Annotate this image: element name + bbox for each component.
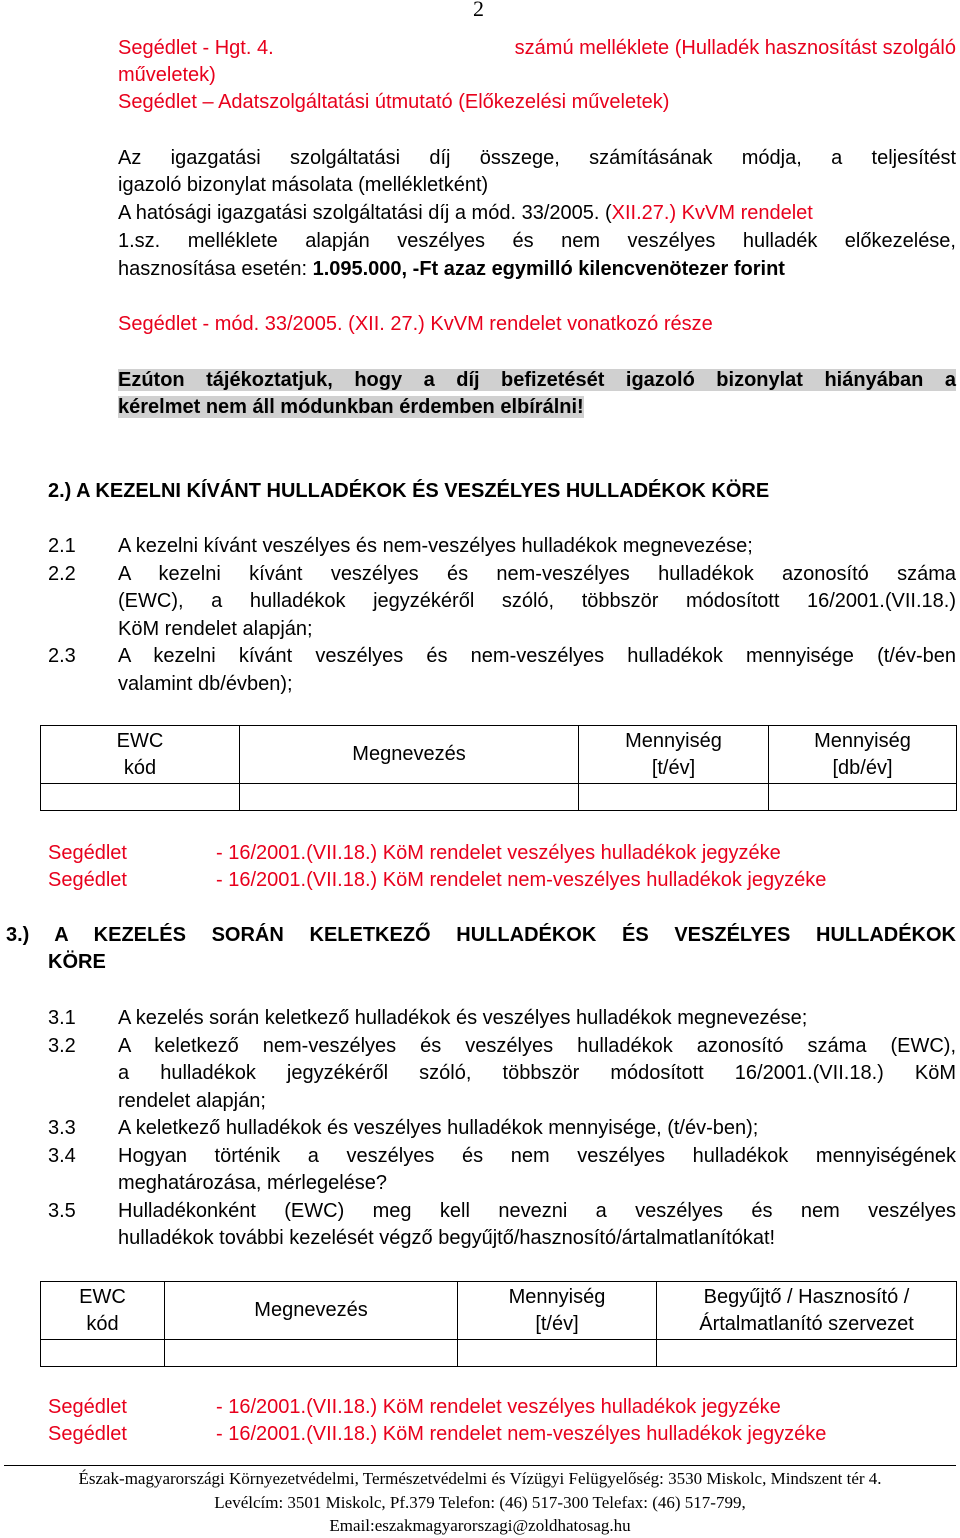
segedlet-ref-text[interactable]: - 16/2001.(VII.18.) KöM rendelet veszélyes hulladékok jegyzéke [216,1396,781,1418]
table-header-ewc: EWC kód [41,1282,165,1340]
item-text: A kezelés során keletkező hulladékok és veszélyes hulladékok megnevezése; [118,1007,808,1029]
segedlet-ref-label[interactable]: Segédlet [48,869,127,891]
segedlet-ref-text[interactable]: - 16/2001.(VII.18.) KöM rendelet nem-veszélyes hulladékok jegyzéke [216,869,827,891]
table-cell[interactable] [769,784,957,811]
item-number: 2.3 [48,645,76,667]
table-header-mennyiseg-db: Mennyiség [db/év] [769,726,957,784]
table-cell[interactable] [41,784,240,811]
item-text: meghatározása, mérlegelése? [118,1172,388,1194]
table-header-begyujto: Begyűjtő / Hasznosító / Ártalmatlanító szervezet [657,1282,957,1340]
item-number: 2.1 [48,535,76,557]
table-cell[interactable] [579,784,769,811]
table-row [41,784,957,811]
table-header-ewc: EWC kód [41,726,240,784]
fee-line3-text: A hatósági igazgatási szolgáltatási díj a mód. 33/2005. ( [118,202,612,224]
waste-table-2 [40,725,957,811]
table-cell[interactable] [657,1340,957,1367]
fee-line2: igazoló bizonylat másolata (mellékletként) [118,174,489,196]
table-header-megnevezes: Megnevezés [240,726,579,784]
item-text: a hulladékok jegyzékéről szóló, többször módosított 16/2001.(VII.18.) KöM [118,1062,956,1084]
fee-line5-text: hasznosítása esetén: [118,258,313,280]
footer-contact: Levélcím: 3501 Miskolc, Pf.379 Telefon: (46) 517-300 Telefax: (46) 517-799, [214,1493,746,1512]
table-header-mennyiseg-t: Mennyiség [t/év] [458,1282,657,1340]
item-text: A keletkező nem-veszélyes és veszélyes hulladékok azonosító száma (EWC), [118,1035,956,1057]
header-line1-right: számú melléklete (Hulladék hasznosítást szolgáló [514,37,956,59]
item-text: (EWC), a hulladékok jegyzékéről szóló, többször módosított 16/2001.(VII.18.) [118,590,956,612]
segedlet-ref-text[interactable]: - 16/2001.(VII.18.) KöM rendelet veszélyes hulladékok jegyzéke [216,842,781,864]
section2-title: 2.) A KEZELNI KÍVÁNT HULLADÉKOK ÉS VESZÉLYES HULLADÉKOK KÖRE [48,480,770,502]
table-header-mennyiseg-t: Mennyiség [t/év] [579,726,769,784]
table-cell[interactable] [165,1340,458,1367]
fee-line3 [118,202,956,225]
fee-line5 [118,258,785,281]
segedlet-header-line1 [118,37,956,60]
notice-line1-text: Ezúton tájékoztatjuk, hogy a díj befizetését igazoló bizonylat hiányában a [118,369,956,391]
table-header-megnevezes: Megnevezés [165,1282,458,1340]
notice-line2 [118,396,584,419]
item-number: 3.2 [48,1035,76,1057]
waste-table-3 [40,1281,957,1367]
table-cell[interactable] [458,1340,657,1367]
item-text: A keletkező hulladékok és veszélyes hulladékok mennyisége, (t/év-ben); [118,1117,759,1139]
segedlet-header-line2: műveletek) [118,64,216,86]
item-text: A kezelni kívánt veszélyes és nem-veszélyes hulladékok megnevezése; [118,535,753,557]
header-link-hgt[interactable]: Segédlet - Hgt. 4. [118,37,274,59]
item-text: A kezelni kívánt veszélyes és nem-veszélyes hulladékok azonosító száma [118,563,956,585]
table-cell[interactable] [240,784,579,811]
fee-line1: Az igazgatási szolgáltatási díj összege, számításának módja, a teljesítést [118,147,956,169]
item-text: A kezelni kívánt veszélyes és nem-veszélyes hulladékok mennyisége (t/év-ben [118,645,956,667]
item-number: 3.1 [48,1007,76,1029]
table-cell[interactable] [41,1340,165,1367]
item-number: 2.2 [48,563,76,585]
footer-address: Észak-magyarországi Környezetvédelmi, Természetvédelmi és Vízügyi Felügyelőség: 3530 Miskolc, Mindszent tér 4. [78,1469,882,1488]
section3-title-line2: KÖRE [48,951,106,973]
footer-email [0,1513,960,1538]
footer-email-link[interactable]: Email:eszakmagyarorszagi@zoldhatosag.hu [329,1516,631,1535]
segedlet-adatszolgaltatasi-link[interactable]: Segédlet – Adatszolgáltatási útmutató (Előkezelési műveletek) [118,91,670,113]
segedlet-mod-link[interactable]: Segédlet - mód. 33/2005. (XII. 27.) KvVM rendelet vonatkozó része [118,313,713,335]
item-text: KöM rendelet alapján; [118,618,313,640]
item-text: Hogyan történik a veszélyes és nem veszélyes hulladékok mennyiségének [118,1145,956,1167]
item-number: 3.4 [48,1145,76,1167]
segedlet-ref-label[interactable]: Segédlet [48,1396,127,1418]
kvvm-rendelet-link[interactable]: XII.27.) KvVM rendelet [611,202,813,224]
fee-line4: 1.sz. melléklete alapján veszélyes és nem veszélyes hulladék előkezelése, [118,230,956,252]
notice-line2-text: kérelmet nem áll módunkban érdemben elbírálni! [118,396,584,418]
segedlet-ref-text[interactable]: - 16/2001.(VII.18.) KöM rendelet nem-veszélyes hulladékok jegyzéke [216,1423,827,1445]
item-number: 3.3 [48,1117,76,1139]
page-number: 2 [473,0,484,21]
section3-title-line1: 3.) A KEZELÉS SORÁN KELETKEZŐ HULLADÉKOK ÉS VESZÉLYES HULLADÉKOK [6,924,956,946]
segedlet-ref-label[interactable]: Segédlet [48,1423,127,1445]
notice-line1 [118,369,956,392]
item-number: 3.5 [48,1200,76,1222]
item-text: hulladékok további kezelését végző begyűjtő/hasznosító/ártalmatlanítókat! [118,1227,776,1249]
item-text: valamint db/évben); [118,673,293,695]
segedlet-ref-label[interactable]: Segédlet [48,842,127,864]
fee-amount: 1.095.000, -Ft azaz egymilló kilencvenötezer forint [312,258,785,280]
table-row [41,1340,957,1367]
item-text: rendelet alapján; [118,1090,266,1112]
item-text: Hulladékonként (EWC) meg kell nevezni a veszélyes és nem veszélyes [118,1200,956,1222]
